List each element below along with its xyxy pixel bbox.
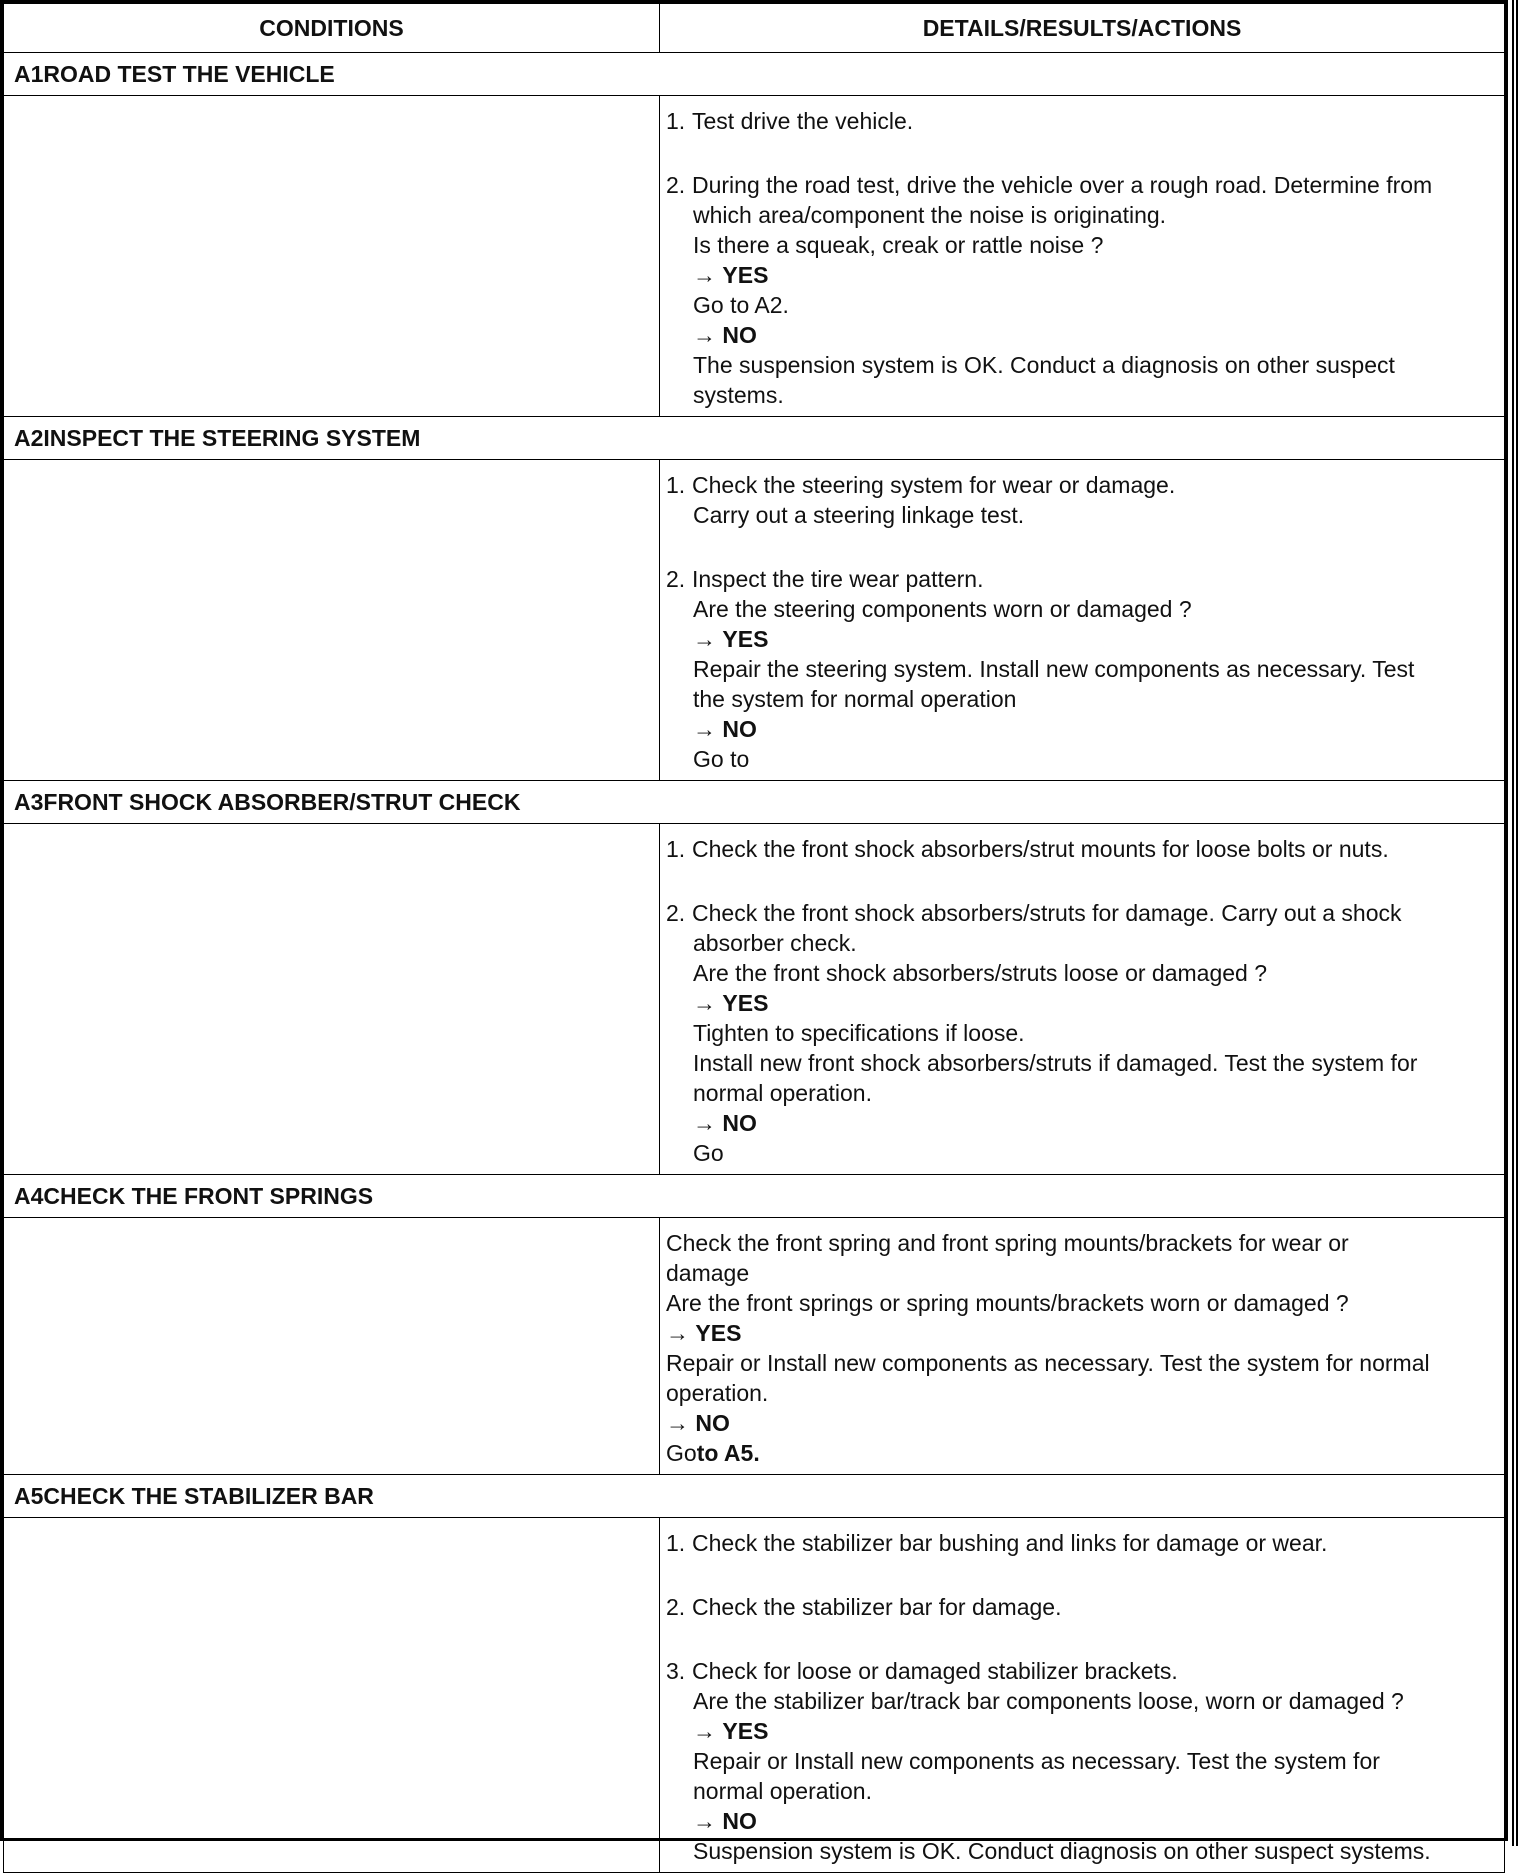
question-text: Are the front springs or spring mounts/brackets worn or damaged ? <box>666 1290 1349 1316</box>
yes-action: normal operation. <box>693 1778 872 1804</box>
step-number: 2. <box>666 566 686 592</box>
section-title: A1ROAD TEST THE VEHICLE <box>4 53 1505 96</box>
section-body-a3 <box>4 824 1505 1175</box>
yes-action: Repair or Install new components as necessary. Test the system for normal <box>666 1350 1430 1376</box>
yes-label: YES <box>722 990 769 1016</box>
details-cell <box>660 1218 1505 1475</box>
header-row <box>4 4 1505 53</box>
no-branch <box>666 1108 1496 1138</box>
step-text: Check the stabilizer bar for damage. <box>692 1594 1062 1620</box>
no-branch <box>666 320 1496 350</box>
step-2 <box>666 564 1496 774</box>
step-2 <box>666 1592 1496 1622</box>
no-action: The suspension system is OK. Conduct a diagnosis on other suspect <box>693 352 1395 378</box>
yes-label: YES <box>722 262 769 288</box>
no-label: NO <box>722 716 757 742</box>
arrow-right-icon: → <box>693 626 716 652</box>
yes-branch <box>666 988 1496 1018</box>
step-1 <box>666 1528 1496 1558</box>
arrow-right-icon: → <box>693 990 716 1016</box>
step-text: Check the front shock absorbers/strut mounts for loose bolts or nuts. <box>692 836 1389 862</box>
no-branch <box>666 714 1496 744</box>
step-text: absorber check. <box>693 930 857 956</box>
no-label: NO <box>722 322 757 348</box>
yes-action: Tighten to specifications if loose. <box>693 1020 1025 1046</box>
yes-branch <box>666 1716 1496 1746</box>
arrow-right-icon: → <box>693 1808 716 1834</box>
conditions-cell <box>4 460 660 781</box>
section-header-a5 <box>4 1475 1505 1518</box>
arrow-right-icon: → <box>666 1320 689 1346</box>
step-2 <box>666 898 1496 1168</box>
details-cell <box>660 96 1505 417</box>
section-title: A4CHECK THE FRONT SPRINGS <box>4 1175 1505 1218</box>
diagnostic-table <box>3 3 1505 1873</box>
section-title: A3FRONT SHOCK ABSORBER/STRUT CHECK <box>4 781 1505 824</box>
question-text: Are the front shock absorbers/struts loose or damaged ? <box>693 960 1268 986</box>
arrow-right-icon: → <box>693 716 716 742</box>
step-1 <box>666 106 1496 136</box>
no-action <box>666 1438 1496 1468</box>
question-text: Are the stabilizer bar/track bar components loose, worn or damaged ? <box>693 1688 1404 1714</box>
conditions-cell <box>4 96 660 417</box>
no-branch <box>666 1806 1496 1836</box>
no-action-target: to A5. <box>696 1440 760 1466</box>
conditions-cell <box>4 824 660 1175</box>
section-header-a1 <box>4 53 1505 96</box>
details-header: DETAILS/RESULTS/ACTIONS <box>660 4 1505 53</box>
details-cell <box>660 1518 1505 1873</box>
no-label: NO <box>722 1110 757 1136</box>
no-label: NO <box>722 1808 757 1834</box>
yes-action: Go to A2. <box>693 292 789 318</box>
page-edge-rails <box>1512 0 1518 1846</box>
step-number: 2. <box>666 1594 686 1620</box>
details-cell <box>660 460 1505 781</box>
step-text: damage <box>666 1260 750 1286</box>
step-text: Check the front shock absorbers/struts for damage. Carry out a shock <box>692 900 1402 926</box>
step-text: Check the stabilizer bar bushing and links for damage or wear. <box>692 1530 1328 1556</box>
step-text: During the road test, drive the vehicle over a rough road. Determine from <box>692 172 1433 198</box>
section-title: A2INSPECT THE STEERING SYSTEM <box>4 417 1505 460</box>
step-number: 1. <box>666 472 686 498</box>
yes-action: normal operation. <box>693 1080 872 1106</box>
step-number: 3. <box>666 1658 686 1684</box>
arrow-right-icon: → <box>693 262 716 288</box>
yes-action: the system for normal operation <box>693 686 1017 712</box>
yes-branch <box>666 260 1496 290</box>
section-body-a4 <box>4 1218 1505 1475</box>
yes-action: Repair or Install new components as necessary. Test the system for <box>693 1748 1380 1774</box>
step-1 <box>666 834 1496 864</box>
yes-label: YES <box>722 626 769 652</box>
no-action: systems. <box>693 382 784 408</box>
step-text: which area/component the noise is originating. <box>693 202 1167 228</box>
yes-branch <box>666 1318 1496 1348</box>
section-body-a1 <box>4 96 1505 417</box>
yes-label: YES <box>695 1320 742 1346</box>
step-3 <box>666 1656 1496 1866</box>
no-label: NO <box>695 1410 730 1436</box>
section-body-a5 <box>4 1518 1505 1873</box>
section-header-a3 <box>4 781 1505 824</box>
no-action: Go to <box>693 746 750 772</box>
question-text: Are the steering components worn or damaged ? <box>693 596 1192 622</box>
arrow-right-icon: → <box>666 1410 689 1436</box>
step-number: 2. <box>666 172 686 198</box>
section-header-a2 <box>4 417 1505 460</box>
step-text: Test drive the vehicle. <box>692 108 914 134</box>
question-text: Is there a squeak, creak or rattle noise ? <box>693 232 1104 258</box>
no-action: Suspension system is OK. Conduct diagnosis on other suspect systems. <box>693 1838 1431 1864</box>
section-title: A5CHECK THE STABILIZER BAR <box>4 1475 1505 1518</box>
conditions-header: CONDITIONS <box>4 4 660 53</box>
section-header-a4 <box>4 1175 1505 1218</box>
step-text: Carry out a steering linkage test. <box>693 502 1025 528</box>
conditions-cell <box>4 1218 660 1475</box>
step-text: Check the steering system for wear or damage. <box>692 472 1176 498</box>
step-text: Check the front spring and front spring mounts/brackets for wear or <box>666 1230 1349 1256</box>
arrow-right-icon: → <box>693 1110 716 1136</box>
arrow-right-icon: → <box>693 322 716 348</box>
no-action: Go <box>693 1140 724 1166</box>
yes-branch <box>666 624 1496 654</box>
step-text: Inspect the tire wear pattern. <box>692 566 984 592</box>
yes-label: YES <box>722 1718 769 1744</box>
no-branch <box>666 1408 1496 1438</box>
step-number: 1. <box>666 836 686 862</box>
step-number: 2. <box>666 900 686 926</box>
yes-action: Repair the steering system. Install new components as necessary. Test <box>693 656 1415 682</box>
step-number: 1. <box>666 1530 686 1556</box>
no-action-text: Go <box>666 1440 697 1466</box>
step-number: 1. <box>666 108 686 134</box>
yes-action: Install new front shock absorbers/struts if damaged. Test the system for <box>693 1050 1418 1076</box>
section-body-a2 <box>4 460 1505 781</box>
conditions-cell <box>4 1518 660 1873</box>
step-1 <box>666 470 1496 530</box>
arrow-right-icon: → <box>693 1718 716 1744</box>
step-2 <box>666 170 1496 410</box>
step-text: Check for loose or damaged stabilizer brackets. <box>692 1658 1178 1684</box>
details-cell <box>660 824 1505 1175</box>
yes-action: operation. <box>666 1380 769 1406</box>
